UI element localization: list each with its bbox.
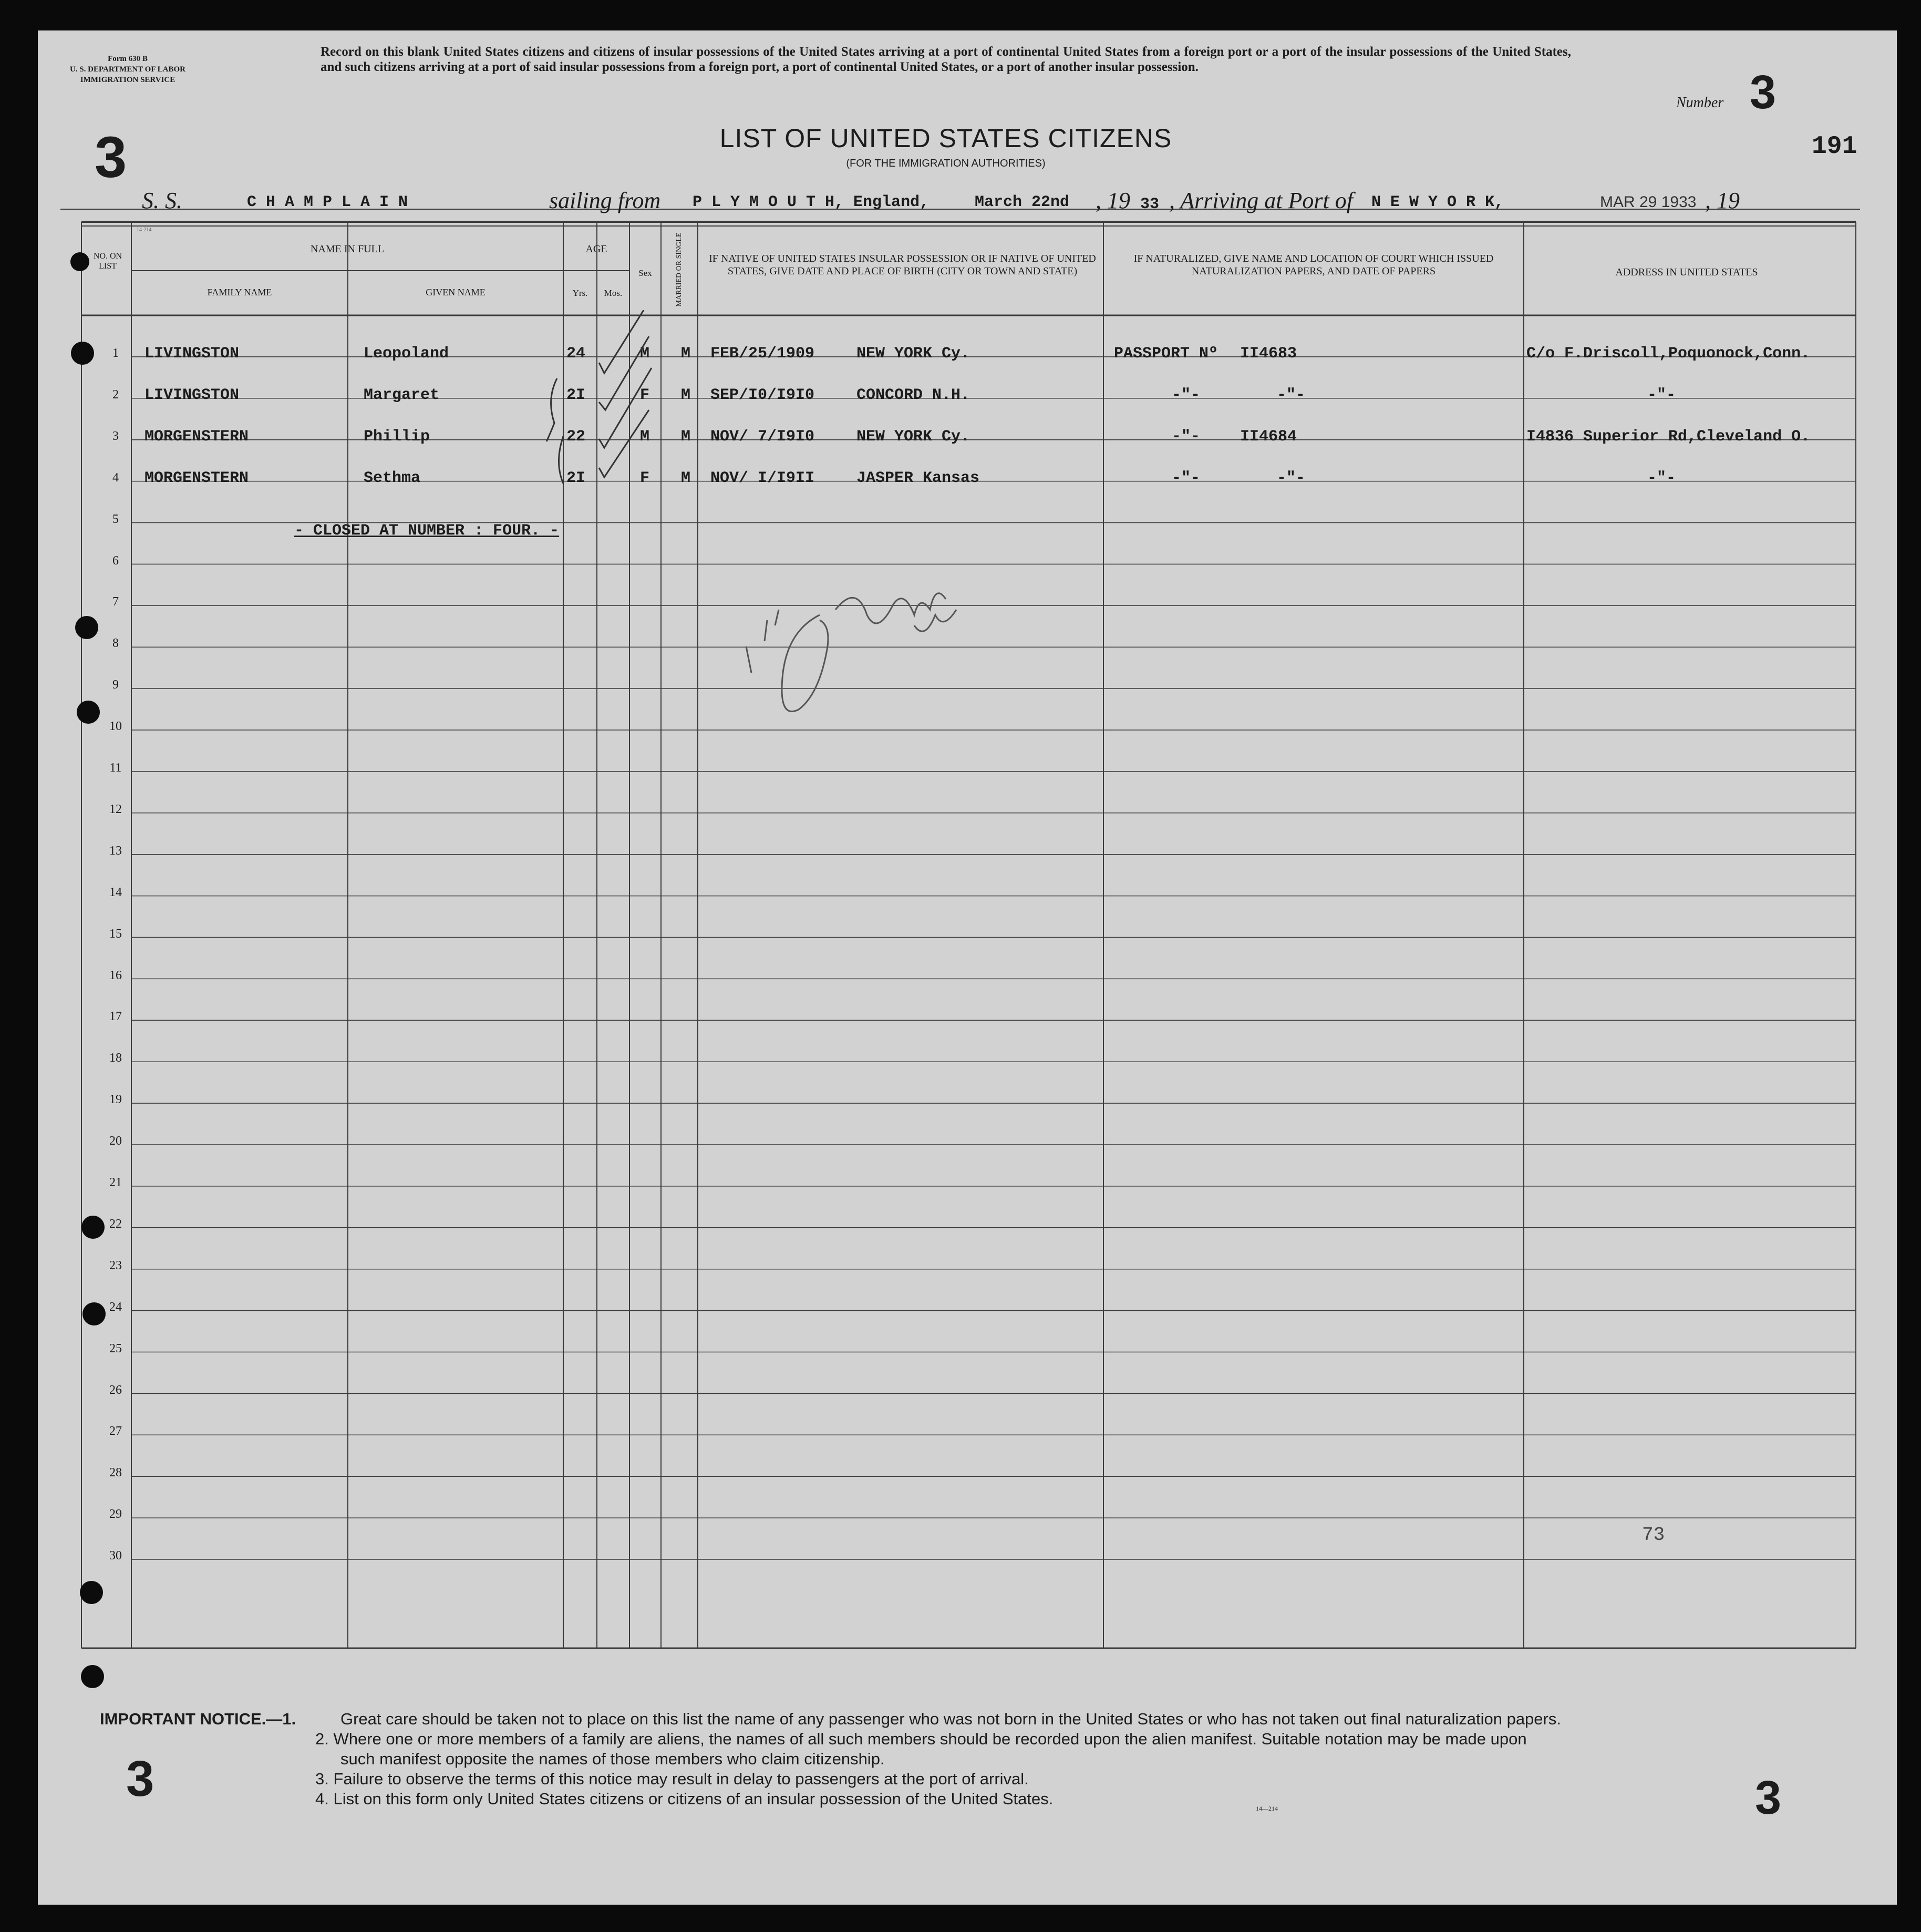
row-number: 26: [109, 1383, 122, 1397]
notice-code: 14—214: [1256, 1805, 1278, 1812]
service-name: IMMIGRATION SERVICE: [80, 76, 175, 84]
address-cell: C/o F.Driscoll,Poquonock,Conn.: [1526, 345, 1811, 363]
sailing-label: sailing from: [549, 188, 661, 213]
row-number: 3: [112, 429, 119, 443]
number-label: Number: [1676, 95, 1724, 111]
notice-item-3: 3. Failure to observe the terms of this notice may result in delay to passengers at the port of arrival.: [315, 1770, 1029, 1788]
to-port: N E W Y O R K,: [1371, 193, 1504, 211]
form-number: Form 630 B: [108, 55, 148, 63]
notice-item-1: Great care should be taken not to place on this list the name of any passenger who was not born in the United States or who has not taken out final naturalization papers.: [340, 1710, 1561, 1728]
header-age: AGE: [585, 243, 607, 255]
department-name: U. S. DEPARTMENT OF LABOR: [69, 65, 186, 74]
instructions-text: Record on this blank United States citizens and citizens of insular possessions of the United States arriving at a port of continental United States from a foreign port or a port of the insular possessions of the United States, and such citizens arriving at a port of said insular possessions from a foreign port, a port of continental United States, or a port of another insular possession.: [321, 45, 1571, 74]
header-married: MARRIED OR SINGLE: [675, 232, 683, 307]
row-number: 14: [109, 885, 122, 899]
row-number: 1: [112, 346, 119, 360]
given-name-cell: Leopoland: [364, 345, 449, 363]
family-name-cell: LIVINGSTON: [144, 386, 240, 404]
given-name-cell: Margaret: [364, 386, 440, 404]
address-cell: -"-: [1647, 469, 1676, 487]
arrival-year-prefix: , 19: [1705, 188, 1740, 213]
naturalization-number-cell: -"-: [1277, 386, 1306, 404]
punch-hole: [71, 342, 94, 365]
row-number: 5: [112, 512, 119, 526]
naturalization-number-cell: II4683: [1240, 345, 1297, 363]
punch-hole: [81, 1216, 105, 1239]
header-sex: Sex: [638, 268, 652, 278]
notice-item-2a: 2. Where one or more members of a family are aliens, the names of all such members should be recorded upon the alien manifest. Suitable notation may be made upon: [315, 1730, 1527, 1748]
corner-number-bottom-right: 3: [1755, 1772, 1782, 1824]
birth-place-cell: JASPER Kansas: [856, 469, 980, 487]
from-port: P L Y M O U T H, England,: [693, 193, 929, 211]
year-suffix: 33: [1140, 196, 1160, 213]
naturalization-number-cell: II4684: [1240, 427, 1297, 446]
row-number: 27: [109, 1424, 122, 1438]
sex-cell: F: [640, 386, 650, 404]
sex-cell: M: [640, 427, 650, 446]
form-id: [41, 54, 214, 85]
family-name-cell: MORGENSTERN: [144, 427, 249, 446]
married-cell: M: [681, 386, 691, 404]
birth-date-cell: NOV/ I/I9II: [710, 469, 815, 487]
punch-hole: [80, 1581, 103, 1604]
married-cell: M: [681, 427, 691, 446]
notice-item-4: 4. List on this form only United States citizens or citizens of an insular possession of the United States.: [315, 1790, 1054, 1808]
row-number: 15: [109, 927, 122, 941]
margin-number: 73: [1642, 1524, 1665, 1546]
header-mos: Mos.: [604, 288, 623, 298]
birth-place-cell: NEW YORK Cy.: [856, 427, 970, 446]
birth-place-cell: CONCORD N.H.: [856, 386, 970, 404]
page-subtitle: (FOR THE IMMIGRATION AUTHORITIES): [846, 158, 1046, 169]
row-number: 23: [109, 1258, 122, 1272]
ss-label: S. S.: [142, 188, 182, 213]
header-name-in-full: NAME IN FULL: [311, 243, 384, 255]
given-name-cell: Sethma: [364, 469, 421, 487]
notice-label: IMPORTANT NOTICE.—1.: [100, 1710, 296, 1728]
arrival-date-stamp: MAR 29 1933: [1600, 193, 1697, 211]
notice-item-2b: such manifest opposite the names of those members who claim citizenship.: [340, 1750, 885, 1768]
number-value: 3: [1750, 66, 1777, 119]
birth-date-cell: FEB/25/1909: [710, 345, 815, 363]
row-number: 9: [112, 678, 119, 692]
birth-place-cell: NEW YORK Cy.: [856, 345, 970, 363]
age-years-cell: 2I: [566, 469, 586, 487]
family-name-cell: MORGENSTERN: [144, 469, 249, 487]
header-married-wrapper: [661, 234, 698, 313]
married-cell: M: [681, 469, 691, 487]
row-number: 25: [109, 1341, 122, 1355]
address-cell: -"-: [1647, 386, 1676, 404]
row-number: 29: [109, 1507, 122, 1522]
birth-date-cell: SEP/I0/I9I0: [710, 386, 815, 404]
birth-date-cell: NOV/ 7/I9I0: [710, 427, 815, 446]
row-number: 30: [109, 1549, 122, 1563]
print-code: 14-214: [137, 227, 152, 233]
row-number: 8: [112, 636, 119, 651]
punch-hole: [70, 252, 89, 271]
header-naturalized: IF NATURALIZED, GIVE NAME AND LOCATION OF COURT WHICH ISSUED NATURALIZATION PAPERS, AND DATE OF PAPERS: [1133, 253, 1494, 277]
family-name-cell: LIVINGSTON: [144, 345, 240, 363]
row-number: 16: [109, 968, 122, 982]
row-number: 19: [109, 1093, 122, 1107]
header-address: ADDRESS IN UNITED STATES: [1615, 266, 1758, 278]
punch-hole: [75, 616, 98, 639]
row-number: 10: [109, 720, 122, 734]
check-marks: [525, 310, 662, 499]
punch-hole: [77, 701, 100, 724]
sex-cell: M: [640, 345, 650, 363]
row-number: 21: [109, 1176, 122, 1189]
ship-name: C H A M P L A I N: [247, 193, 408, 211]
age-years-cell: 22: [566, 427, 586, 446]
header-no-on-list: NO. ON LIST: [93, 252, 122, 271]
header-birth: IF NATIVE OF UNITED STATES INSULAR POSSESSION OR IF NATIVE OF UNITED STATES, GIVE DATE AND PLACE OF BIRTH (CITY OR TOWN AND STATE): [709, 253, 1096, 277]
signature-text: [788, 641, 791, 642]
inspector-signature: [736, 552, 972, 731]
naturalization-cell: -"-: [1172, 469, 1201, 487]
row-number: 17: [109, 1010, 122, 1024]
header-given-name: GIVEN NAME: [426, 287, 486, 297]
row-number: 12: [109, 802, 122, 816]
punch-hole: [82, 1302, 106, 1325]
page-number: 191: [1812, 132, 1857, 161]
header-yrs: Yrs.: [572, 288, 588, 298]
row-number: 2: [112, 387, 119, 402]
sex-cell: F: [640, 469, 650, 487]
naturalization-number-cell: -"-: [1277, 469, 1306, 487]
corner-number-bottom-left: 3: [126, 1751, 154, 1807]
punch-hole: [81, 1665, 104, 1688]
address-cell: I4836 Superior Rd,Cleveland O.: [1526, 427, 1811, 446]
row-number: 18: [109, 1051, 122, 1065]
row-number: 28: [109, 1466, 122, 1480]
arriving-label: , Arriving at Port of: [1169, 188, 1353, 213]
year-prefix: , 19: [1096, 188, 1130, 213]
row-number: 20: [109, 1134, 122, 1148]
row-number: 24: [109, 1300, 122, 1314]
naturalization-cell: -"-: [1172, 386, 1201, 404]
row-number: 11: [109, 761, 122, 775]
age-years-cell: 2I: [566, 386, 586, 404]
naturalization-cell: PASSPORT Nº: [1114, 345, 1218, 363]
sailing-date: March 22nd: [975, 193, 1070, 211]
naturalization-cell: -"-: [1172, 427, 1201, 446]
married-cell: M: [681, 345, 691, 363]
row-number: 13: [109, 844, 122, 858]
header-family-name: FAMILY NAME: [207, 287, 272, 297]
closed-notation: - CLOSED AT NUMBER : FOUR. -: [294, 522, 560, 540]
age-years-cell: 24: [566, 345, 586, 363]
row-number: 7: [112, 595, 119, 609]
row-number: 22: [109, 1217, 122, 1231]
row-number: 4: [112, 470, 119, 485]
row-number: 6: [112, 553, 119, 568]
corner-number-top: 3: [95, 125, 127, 190]
given-name-cell: Phillip: [364, 427, 430, 446]
page-title: LIST OF UNITED STATES CITIZENS: [719, 124, 1172, 153]
